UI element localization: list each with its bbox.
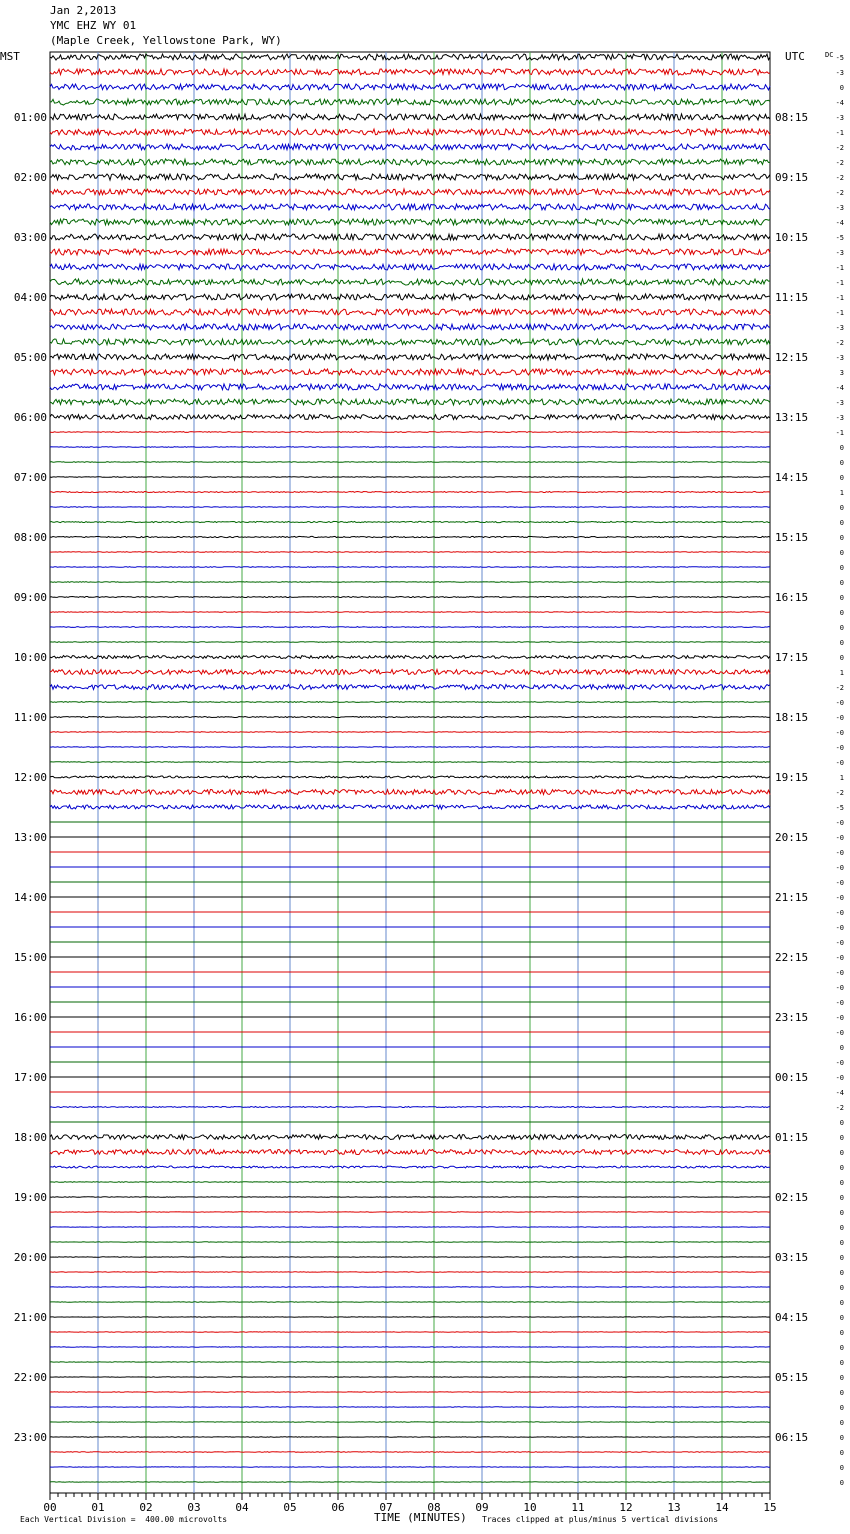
trace-line xyxy=(50,567,770,568)
dc-offset-value: -0 xyxy=(835,729,844,737)
trace-line xyxy=(50,747,770,748)
hour-label-utc: 03:15 xyxy=(775,1251,809,1264)
footer-vertical-division: Each Vertical Division = 400.00 microvolts xyxy=(20,1515,228,1524)
dc-offset-value: 0 xyxy=(839,1119,844,1127)
trace-line xyxy=(50,685,770,690)
dc-offset-value: -0 xyxy=(835,699,844,707)
dc-offset-value: 0 xyxy=(839,1179,844,1187)
dc-offset-value: -0 xyxy=(835,834,844,842)
dc-offset-value: -1 xyxy=(835,129,844,137)
dc-offset-value: 0 xyxy=(839,1419,844,1427)
dc-offset-value: 0 xyxy=(839,624,844,632)
hour-label-mst: 19:00 xyxy=(13,1191,47,1204)
dc-offset-value: -0 xyxy=(835,1074,844,1082)
dc-offset-value: 0 xyxy=(839,1389,844,1397)
dc-offset-value: -0 xyxy=(835,1014,844,1022)
dc-offset-value: 1 xyxy=(839,774,844,782)
dc-offset-value: -0 xyxy=(835,744,844,752)
trace-line xyxy=(50,507,770,508)
trace-line xyxy=(50,790,770,795)
dc-offset-value: 0 xyxy=(839,1299,844,1307)
trace-line xyxy=(50,99,770,105)
chart-location: (Maple Creek, Yellowstone Park, WY) xyxy=(50,34,282,47)
trace-line xyxy=(50,69,770,75)
trace-line xyxy=(50,369,770,375)
hour-label-mst: 16:00 xyxy=(13,1011,47,1024)
dc-offset-value: 0 xyxy=(839,444,844,452)
dc-offset-value: -0 xyxy=(835,879,844,887)
trace-line xyxy=(50,762,770,763)
trace-line xyxy=(50,1150,770,1155)
dc-offset-value: -3 xyxy=(835,324,844,332)
dc-offset-value: -4 xyxy=(835,99,844,107)
trace-line xyxy=(50,521,770,522)
dc-offset-value: -0 xyxy=(835,1059,844,1067)
dc-offset-value: 3 xyxy=(839,369,844,377)
dc-offset-value: -0 xyxy=(835,819,844,827)
dc-offset-value: 0 xyxy=(839,594,844,602)
dc-offset-value: -1 xyxy=(835,264,844,272)
dc-offset-value: 0 xyxy=(839,534,844,542)
trace-line xyxy=(50,492,770,493)
dc-offset-value: 0 xyxy=(839,1224,844,1232)
trace-line xyxy=(50,294,770,300)
dc-offset-value: -0 xyxy=(835,954,844,962)
hour-label-mst: 17:00 xyxy=(13,1071,47,1084)
trace-line xyxy=(50,477,770,478)
x-tick-label: 09 xyxy=(475,1501,489,1514)
trace-line xyxy=(50,1107,770,1108)
plot-frame xyxy=(50,52,770,1493)
dc-offset-value: -0 xyxy=(835,849,844,857)
dc-offset-value: 0 xyxy=(839,84,844,92)
trace-line xyxy=(50,597,770,598)
trace-line xyxy=(50,249,770,255)
dc-offset-value: -3 xyxy=(835,399,844,407)
dc-offset-value: -1 xyxy=(835,429,844,437)
dc-offset-value: 0 xyxy=(839,564,844,572)
dc-offset-value: 0 xyxy=(839,579,844,587)
dc-offset-value: -0 xyxy=(835,969,844,977)
dc-offset-value: 0 xyxy=(839,1374,844,1382)
hour-label-mst: 07:00 xyxy=(13,471,47,484)
hour-label-mst: 09:00 xyxy=(13,591,47,604)
dc-offset-value: -0 xyxy=(835,999,844,1007)
dc-offset-value: 0 xyxy=(839,459,844,467)
dc-offset-value: -2 xyxy=(835,159,844,167)
trace-line xyxy=(50,717,770,718)
hour-label-mst: 08:00 xyxy=(13,531,47,544)
hour-label-utc: 08:15 xyxy=(775,111,809,124)
dc-offset-value: 0 xyxy=(839,1209,844,1217)
x-tick-label: 06 xyxy=(331,1501,345,1514)
hour-label-utc: 16:15 xyxy=(775,591,809,604)
dc-offset-value: 0 xyxy=(839,1254,844,1262)
trace-line xyxy=(50,776,770,778)
dc-offset-value: -3 xyxy=(835,69,844,77)
dc-offset-value: 0 xyxy=(839,1359,844,1367)
x-tick-label: 00 xyxy=(43,1501,57,1514)
dc-offset-value: 0 xyxy=(839,1464,844,1472)
trace-line xyxy=(50,384,770,390)
hour-label-mst: 20:00 xyxy=(13,1251,47,1264)
trace-line xyxy=(50,54,770,60)
dc-offset-value: 0 xyxy=(839,1329,844,1337)
trace-line xyxy=(50,642,770,643)
x-axis-label: TIME (MINUTES) xyxy=(374,1511,467,1524)
trace-line xyxy=(50,627,770,628)
dc-offset-value: 0 xyxy=(839,1449,844,1457)
trace-line xyxy=(50,552,770,553)
dc-offset-value: -2 xyxy=(835,339,844,347)
trace-line xyxy=(50,462,770,463)
trace-line xyxy=(50,279,770,285)
dc-offset-value: -2 xyxy=(835,789,844,797)
dc-offset-value: 0 xyxy=(839,1434,844,1442)
mst-axis-label: MST xyxy=(0,50,20,63)
hour-label-mst: 23:00 xyxy=(13,1431,47,1444)
dc-offset-value: -4 xyxy=(835,219,844,227)
dc-offset-value: -4 xyxy=(835,384,844,392)
x-tick-label: 13 xyxy=(667,1501,681,1514)
hour-label-mst: 21:00 xyxy=(13,1311,47,1324)
dc-offset-value: 0 xyxy=(839,504,844,512)
hour-label-utc: 04:15 xyxy=(775,1311,809,1324)
trace-line xyxy=(50,1452,770,1453)
dc-offset-value: -3 xyxy=(835,354,844,362)
hour-label-mst: 01:00 xyxy=(13,111,47,124)
trace-line xyxy=(50,234,770,240)
dc-offset-value: 0 xyxy=(839,1284,844,1292)
trace-line xyxy=(50,536,770,537)
dc-offset-value: -0 xyxy=(835,909,844,917)
hour-label-utc: 17:15 xyxy=(775,651,809,664)
dc-offset-value: -3 xyxy=(835,249,844,257)
trace-line xyxy=(50,204,770,210)
trace-line xyxy=(50,399,770,405)
trace-line xyxy=(50,432,770,433)
dc-offset-value: -0 xyxy=(835,1029,844,1037)
trace-line xyxy=(50,670,770,675)
x-tick-label: 02 xyxy=(139,1501,153,1514)
dc-offset-value: -2 xyxy=(835,684,844,692)
hour-label-utc: 10:15 xyxy=(775,231,809,244)
hour-label-utc: 18:15 xyxy=(775,711,809,724)
x-tick-label: 04 xyxy=(235,1501,249,1514)
dc-offset-value: 1 xyxy=(839,669,844,677)
trace-line xyxy=(50,582,770,583)
hour-label-mst: 10:00 xyxy=(13,651,47,664)
hour-label-utc: 19:15 xyxy=(775,771,809,784)
dc-offset-value: -1 xyxy=(835,294,844,302)
hour-label-mst: 14:00 xyxy=(13,891,47,904)
dc-offset-value: -0 xyxy=(835,864,844,872)
trace-line xyxy=(50,84,770,90)
hour-label-mst: 12:00 xyxy=(13,771,47,784)
hour-label-utc: 15:15 xyxy=(775,531,809,544)
dc-offset-value: 1 xyxy=(839,489,844,497)
hour-label-mst: 11:00 xyxy=(13,711,47,724)
trace-line xyxy=(50,339,770,345)
dc-offset-value: -0 xyxy=(835,939,844,947)
trace-line xyxy=(50,447,770,448)
trace-line xyxy=(50,174,770,180)
hour-label-mst: 13:00 xyxy=(13,831,47,844)
hour-label-utc: 23:15 xyxy=(775,1011,809,1024)
dc-offset-value: -0 xyxy=(835,984,844,992)
hour-label-utc: 01:15 xyxy=(775,1131,809,1144)
trace-line xyxy=(50,114,770,120)
dc-offset-value: -2 xyxy=(835,144,844,152)
dc-offset-value: 0 xyxy=(839,1314,844,1322)
dc-offset-value: 0 xyxy=(839,609,844,617)
x-tick-label: 08 xyxy=(427,1501,441,1514)
trace-line xyxy=(50,612,770,613)
trace-line xyxy=(50,1135,770,1140)
hour-label-mst: 04:00 xyxy=(13,291,47,304)
trace-line xyxy=(50,264,770,270)
hour-label-utc: 02:15 xyxy=(775,1191,809,1204)
dc-offset-value: 0 xyxy=(839,1269,844,1277)
trace-line xyxy=(50,219,770,225)
trace-line xyxy=(50,189,770,195)
dc-offset-value: -2 xyxy=(835,189,844,197)
dc-offset-value: -5 xyxy=(835,804,844,812)
hour-label-mst: 03:00 xyxy=(13,231,47,244)
dc-offset-value: -5 xyxy=(835,234,844,242)
dc-offset-value: -1 xyxy=(835,279,844,287)
x-tick-label: 15 xyxy=(763,1501,777,1514)
x-tick-label: 11 xyxy=(571,1501,585,1514)
dc-offset-value: -0 xyxy=(835,894,844,902)
chart-station: YMC EHZ WY 01 xyxy=(50,19,137,32)
hour-label-mst: 22:00 xyxy=(13,1371,47,1384)
dc-offset-value: 0 xyxy=(839,1194,844,1202)
hour-label-utc: 21:15 xyxy=(775,891,809,904)
x-tick-label: 14 xyxy=(715,1501,729,1514)
trace-line xyxy=(50,129,770,135)
x-tick-label: 03 xyxy=(187,1501,201,1514)
hour-label-utc: 00:15 xyxy=(775,1071,809,1084)
dc-offset-value: 0 xyxy=(839,1239,844,1247)
dc-offset-value: 0 xyxy=(839,519,844,527)
hour-label-mst: 02:00 xyxy=(13,171,47,184)
dc-offset-value: 0 xyxy=(839,1164,844,1172)
dc-offset-value: 0 xyxy=(839,474,844,482)
x-tick-label: 10 xyxy=(523,1501,537,1514)
hour-label-utc: 14:15 xyxy=(775,471,809,484)
x-tick-label: 07 xyxy=(379,1501,393,1514)
hour-label-utc: 13:15 xyxy=(775,411,809,424)
dc-offset-value: -0 xyxy=(835,759,844,767)
trace-line xyxy=(50,144,770,150)
trace-line xyxy=(50,415,770,420)
hour-label-utc: 22:15 xyxy=(775,951,809,964)
dc-offset-value: 0 xyxy=(839,1149,844,1157)
dc-offset-value: -4 xyxy=(835,1089,844,1097)
hour-label-mst: 05:00 xyxy=(13,351,47,364)
hour-label-utc: 09:15 xyxy=(775,171,809,184)
trace-line xyxy=(50,656,770,659)
dc-offset-value: -3 xyxy=(835,204,844,212)
utc-axis-label: UTC xyxy=(785,50,805,63)
dc-label: DC xyxy=(825,51,834,59)
trace-line xyxy=(50,732,770,733)
trace-line xyxy=(50,805,770,809)
hour-label-utc: 11:15 xyxy=(775,291,809,304)
x-tick-label: 01 xyxy=(91,1501,105,1514)
hour-label-mst: 15:00 xyxy=(13,951,47,964)
dc-offset-value: 0 xyxy=(839,654,844,662)
trace-line xyxy=(50,354,770,360)
hour-label-utc: 12:15 xyxy=(775,351,809,364)
hour-label-utc: 20:15 xyxy=(775,831,809,844)
dc-offset-value: -3 xyxy=(835,114,844,122)
dc-offset-value: -0 xyxy=(835,714,844,722)
trace-line xyxy=(50,702,770,703)
hour-label-utc: 06:15 xyxy=(775,1431,809,1444)
dc-offset-value: -2 xyxy=(835,1104,844,1112)
dc-offset-value: 0 xyxy=(839,639,844,647)
hour-label-utc: 05:15 xyxy=(775,1371,809,1384)
dc-offset-value: 0 xyxy=(839,1479,844,1487)
dc-offset-value: -5 xyxy=(835,54,844,62)
trace-line xyxy=(50,1166,770,1168)
dc-offset-value: 0 xyxy=(839,1344,844,1352)
trace-line xyxy=(50,309,770,315)
trace-line xyxy=(50,324,770,330)
dc-offset-value: 0 xyxy=(839,1404,844,1412)
trace-line xyxy=(50,159,770,165)
dc-offset-value: -0 xyxy=(835,924,844,932)
dc-offset-value: -3 xyxy=(835,414,844,422)
hour-label-mst: 18:00 xyxy=(13,1131,47,1144)
dc-offset-value: -2 xyxy=(835,174,844,182)
footer-clip-note: Traces clipped at plus/minus 5 vertical divisions xyxy=(482,1515,719,1524)
x-tick-label: 12 xyxy=(619,1501,633,1514)
hour-label-mst: 06:00 xyxy=(13,411,47,424)
dc-offset-value: 0 xyxy=(839,549,844,557)
dc-offset-value: -1 xyxy=(835,309,844,317)
chart-date: Jan 2,2013 xyxy=(50,4,117,17)
dc-offset-value: 0 xyxy=(839,1044,844,1052)
x-tick-label: 05 xyxy=(283,1501,297,1514)
trace-line xyxy=(50,1182,770,1183)
dc-offset-value: 0 xyxy=(839,1134,844,1142)
